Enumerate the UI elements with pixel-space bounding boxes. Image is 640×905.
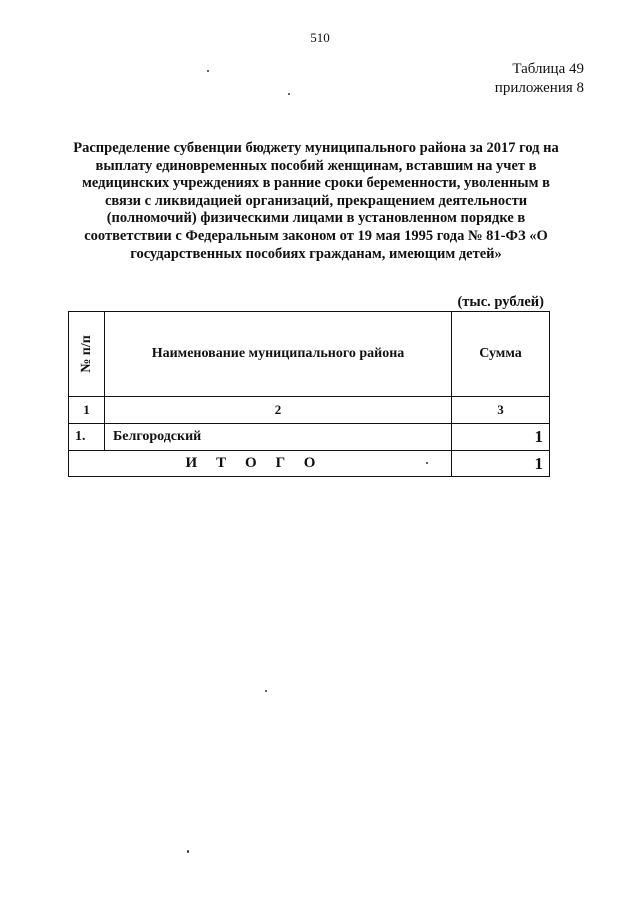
scan-speck [426, 462, 428, 464]
header-name-label: Наименование муниципального района [151, 346, 405, 361]
scan-speck [288, 93, 290, 95]
column-index-row [69, 397, 550, 424]
distribution-table [68, 311, 550, 477]
total-sum-cell: 1 [452, 451, 550, 477]
document-title: Распределение субвенции бюджету муниципального района за 2017 год на выплату единовременных пособий женщинам, вставшим на учет в медицинских учреждениях в ранние сроки беременности, уволенным в связи с ликвидацией организаций, прекращением деятельности (полномочий) физическими лицами в установленном порядке в соответствии с Федеральным законом от 19 мая 1995 года № 81-ФЗ «О государственных пособиях гражданам, имеющим детей» [73, 140, 559, 262]
row-num-cell: 1. [69, 424, 105, 451]
scan-speck [207, 70, 209, 72]
column-index-1: 1 [69, 397, 105, 424]
row-name-cell: Белгородский [105, 424, 452, 451]
scan-speck [265, 690, 267, 692]
header-sum-label: Сумма [479, 346, 522, 361]
units-label: (тыс. рублей) [457, 294, 544, 310]
scan-speck [187, 850, 189, 853]
total-row [69, 451, 550, 477]
table-reference-line1: Таблица 49 [512, 61, 584, 77]
table-header-row [69, 312, 550, 397]
page-number: 510 [310, 30, 330, 45]
row-sum-cell: 1 [452, 424, 550, 451]
total-label: ИТОГО [69, 451, 452, 477]
header-sum-cell [452, 312, 550, 397]
table-row [69, 424, 550, 451]
table-reference [495, 60, 584, 98]
header-num-label: № п/п [78, 335, 94, 373]
column-index-2: 2 [105, 397, 452, 424]
header-num-cell [69, 312, 105, 397]
table-reference-line2: приложения 8 [494, 80, 584, 96]
header-name-cell [105, 312, 452, 397]
column-index-3: 3 [452, 397, 550, 424]
